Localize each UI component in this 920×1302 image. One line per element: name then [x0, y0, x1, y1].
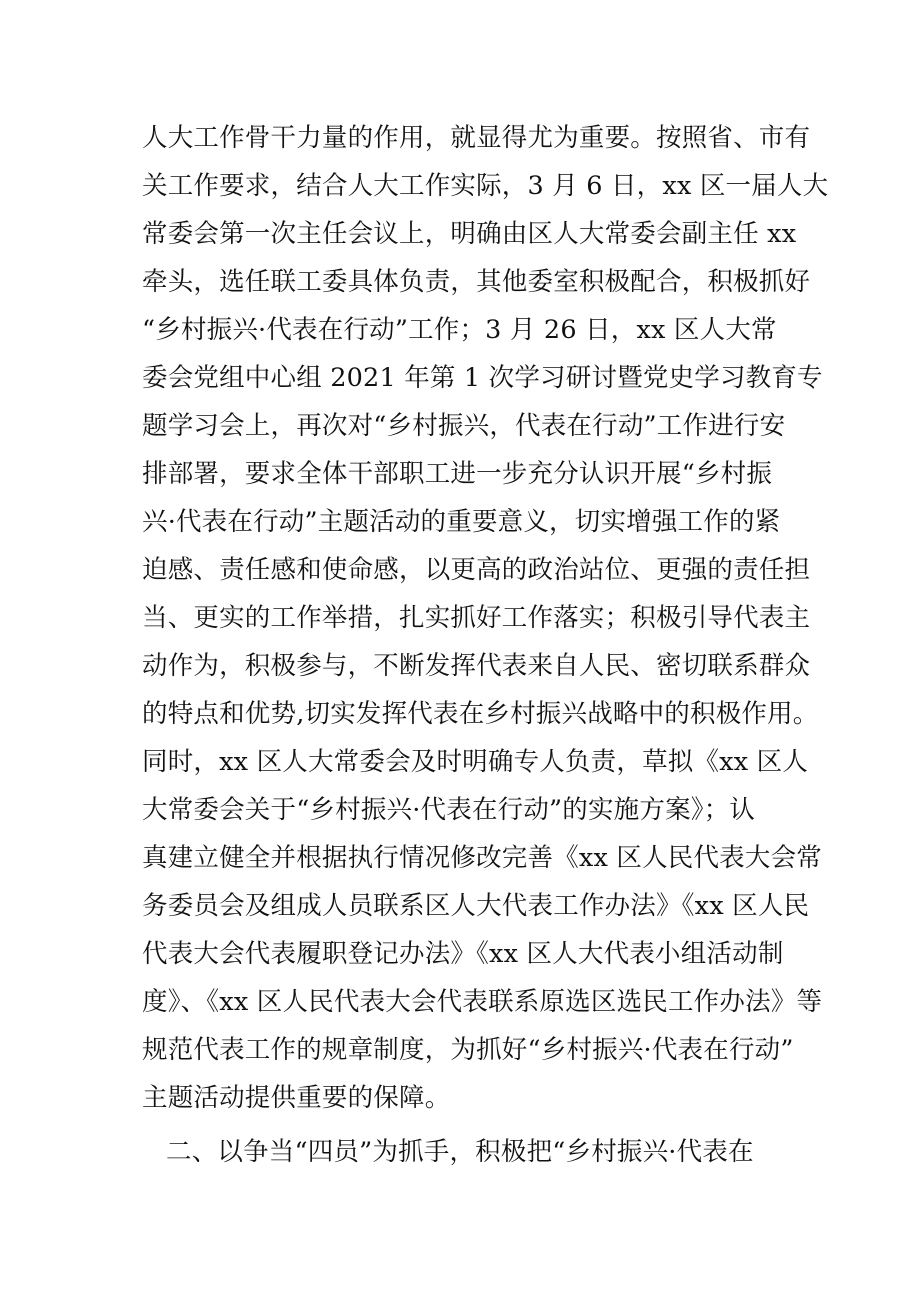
paragraph-line: 常委会第一次主任会议上，明确由区人大常委会副主任 xx	[142, 219, 797, 249]
paragraph-line: 题学习会上，再次对“乡村振兴，代表在行动”工作进行安	[142, 411, 786, 441]
paragraph-line: 代表大会代表履职登记办法》《xx 区人大代表小组活动制	[142, 939, 784, 969]
paragraph-line: 的特点和优势,切实发挥代表在乡村振兴战略中的积极作用。	[142, 699, 819, 729]
paragraph-line: 主题活动提供重要的保障。	[142, 1083, 451, 1113]
paragraph-line: 兴·代表在行动”主题活动的重要意义，切实增强工作的紧	[142, 507, 781, 537]
paragraph-line: 关工作要求，结合人大工作实际，3 月 6 日，xx 区一届人大	[142, 171, 829, 201]
paragraph-line: 真建立健全并根据执行情况修改完善《xx 区人民代表大会常	[142, 843, 822, 873]
paragraph-line: 大常委会关于“乡村振兴·代表在行动”的实施方案》；认	[142, 795, 756, 825]
document-body	[142, 114, 829, 1176]
paragraph-line: 同时，xx 区人大常委会及时明确专人负责，草拟《xx 区人	[142, 747, 809, 777]
paragraph-line: 度》、《xx 区人民代表大会代表联系原选区选民工作办法》等	[142, 987, 823, 1017]
paragraph-line: 迫感、责任感和使命感，以更高的政治站位、更强的责任担	[142, 555, 811, 585]
paragraph-line: 牵头，选任联工委具体负责，其他委室积极配合，积极抓好	[142, 267, 811, 297]
paragraph-line: 人大工作骨干力量的作用，就显得尤为重要。按照省、市有	[142, 123, 811, 153]
paragraph-line: 规范代表工作的规章制度，为抓好“乡村振兴·代表在行动”	[142, 1035, 794, 1065]
paragraph-line: 委会党组中心组 2021 年第 1 次学习研讨暨党史学习教育专	[142, 363, 823, 393]
paragraph-line: “乡村振兴·代表在行动”工作；3 月 26 日，xx 区人大常	[142, 315, 777, 345]
paragraph-line: 务委员会及组成人员联系区人大代表工作办法》《xx 区人民	[142, 891, 810, 921]
paragraph-line: 当、更实的工作举措，扎实抓好工作落实；积极引导代表主	[142, 603, 811, 633]
paragraph-line: 动作为，积极参与，不断发挥代表来自人民、密切联系群众	[142, 651, 811, 681]
paragraph-line: 排部署，要求全体干部职工进一步充分认识开展“乡村振	[142, 459, 773, 489]
section-heading: 二、以争当“四员”为抓手，积极把“乡村振兴·代表在	[166, 1137, 754, 1167]
